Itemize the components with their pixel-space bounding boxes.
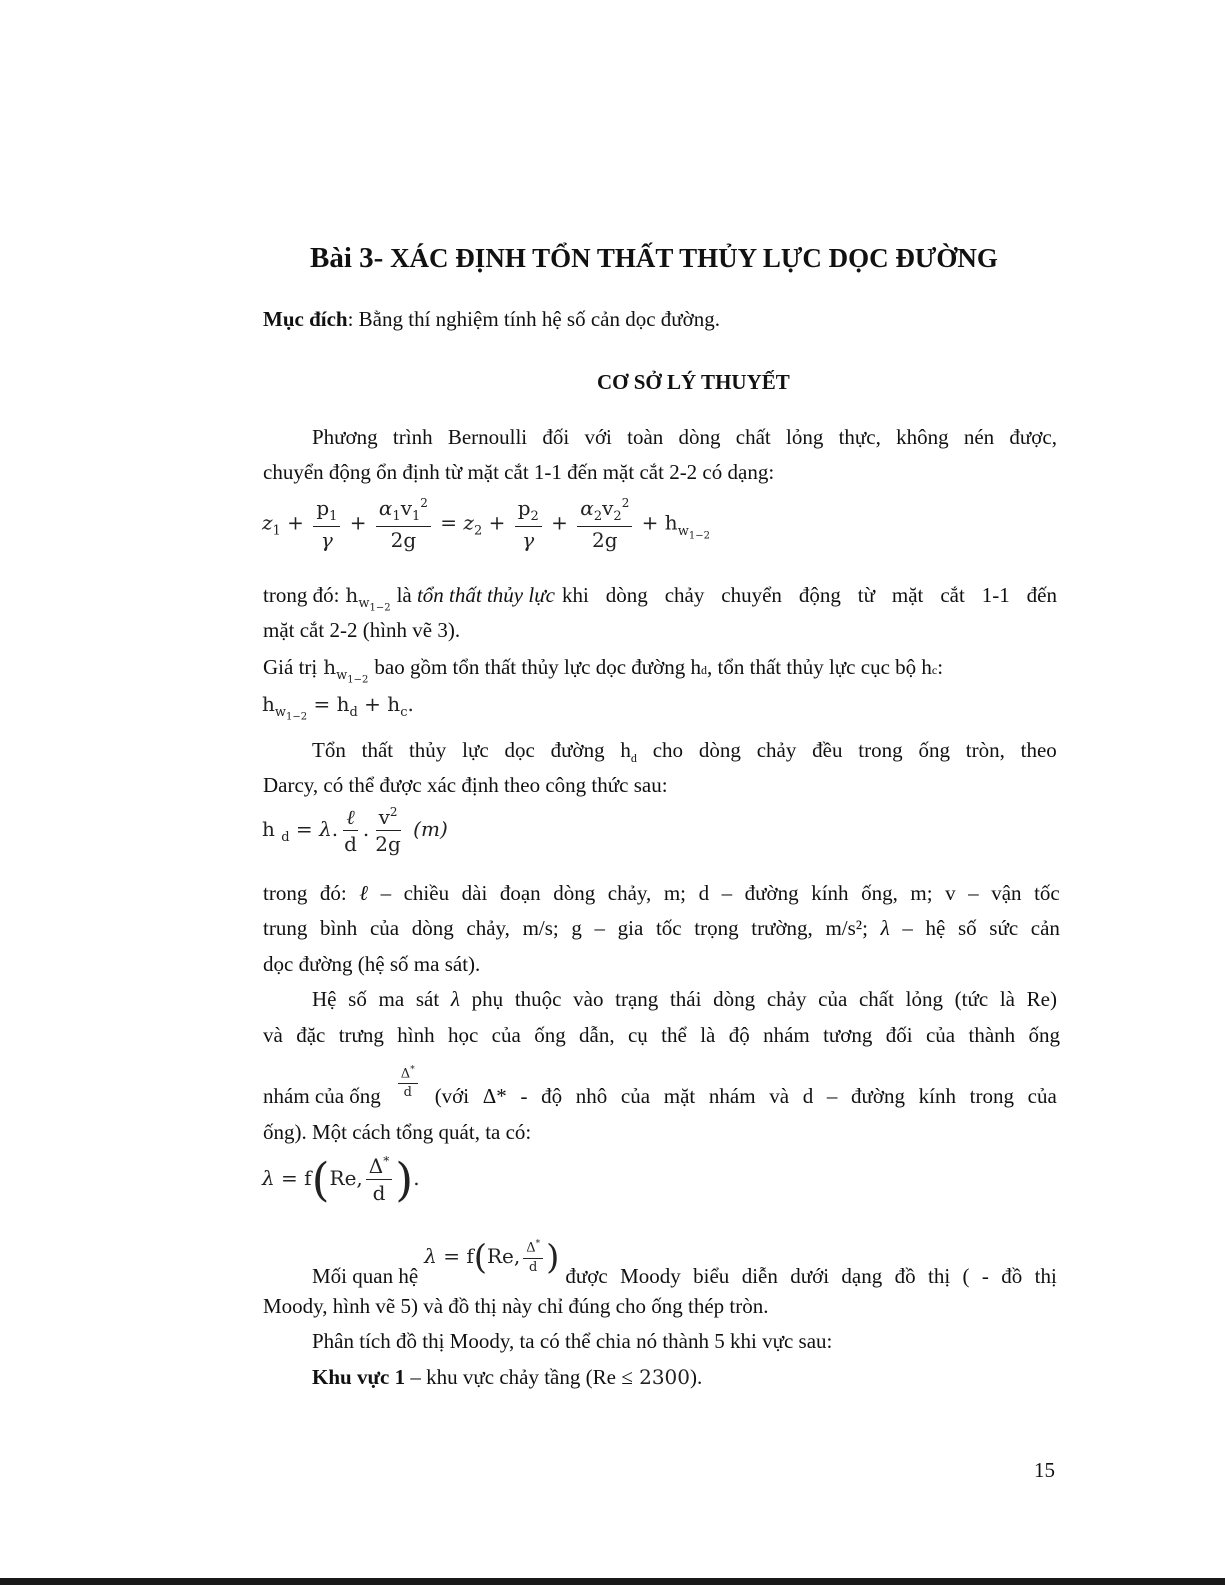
word: toàn [627, 425, 664, 449]
word: dẫn, [579, 1023, 615, 1047]
word: thị [928, 1264, 951, 1288]
paragraph-1-line-2: chuyển động ổn định từ mặt cắt 1-1 đến mặt cắt 2-2 có dạng: [263, 460, 775, 484]
word: là [999, 987, 1015, 1011]
hw-symbol-2: $h_{w_{1-2}}$ [323, 655, 369, 686]
paragraph-6-line-3 [263, 1059, 1057, 1107]
purpose-line [263, 309, 720, 330]
p3-text2: , tổn thất thủy lực cục bộ h [707, 655, 932, 679]
word: đối [542, 425, 570, 449]
word: (tức [954, 987, 989, 1011]
word: thực, [838, 425, 881, 449]
p3-sub-c: c [931, 663, 938, 677]
word: ống, [861, 881, 898, 905]
word: theo [1020, 738, 1057, 762]
paragraph-7-line-2: Moody, hình vẽ 5) và đồ thị này chỉ đúng cho ống thép tròn. [263, 1294, 769, 1318]
word: đồ [894, 1264, 916, 1288]
word: chảy [664, 583, 705, 607]
word: vận [991, 881, 1022, 905]
word: dạng [841, 1264, 883, 1288]
word: thất [361, 738, 394, 762]
paragraph-2-line-1 [263, 585, 1057, 614]
word: nhám [763, 1023, 810, 1047]
word: sát [415, 987, 440, 1011]
word: v [945, 881, 956, 905]
word: lực [462, 738, 489, 762]
word: chảy [756, 738, 797, 762]
word: kính [918, 1084, 956, 1108]
word: tốc [655, 916, 682, 940]
p3-sub-d: d [701, 663, 708, 677]
word: λ [880, 916, 890, 940]
word: được [565, 1264, 608, 1288]
title-rest: XÁC ĐỊNH TỔN THẤT THỦY LỰC DỌC ĐƯỜNG [383, 243, 998, 273]
word: chảy, [607, 881, 652, 905]
word: được, [1009, 425, 1057, 449]
region-1-text: – khu vực chảy tầng (Re [405, 1365, 622, 1389]
p6-line3-words [435, 1086, 1057, 1107]
word: ống [1028, 1023, 1060, 1047]
word: đó: [319, 881, 347, 905]
region-1-label: Khu vực 1 [312, 1365, 406, 1389]
paragraph-6-line-1 [312, 989, 1057, 1010]
word: của [925, 1023, 956, 1047]
word: dòng [678, 425, 721, 449]
purpose-text: : Bằng thí nghiệm tính hệ số cản dọc đường. [347, 307, 721, 331]
word: m/s²; [825, 916, 868, 940]
word: Δ* [482, 1084, 507, 1108]
word: đến [1026, 583, 1057, 607]
word: nhô [575, 1084, 608, 1108]
word: Re) [1026, 987, 1057, 1011]
region-1-end: ). [690, 1365, 703, 1389]
p3-text: bao gồm tổn thất thủy lực dọc đường h [374, 655, 702, 679]
word: ( [962, 1264, 970, 1288]
word: ống [918, 738, 950, 762]
word: $h_d$ [620, 738, 637, 766]
p2-mid: là [396, 583, 412, 607]
word: không [896, 425, 949, 449]
word: g [571, 916, 582, 940]
word: nén [963, 425, 995, 449]
word: là [700, 1023, 716, 1047]
page-bottom-border [0, 1578, 1225, 1585]
paragraph-7-line-1 [312, 1232, 1057, 1287]
word: dài [461, 881, 488, 905]
word: khi [562, 583, 589, 607]
word: tròn, [965, 738, 1005, 762]
word: λ [450, 987, 460, 1011]
word: – [594, 916, 606, 940]
word: phụ [471, 987, 504, 1011]
p7-lead: Mối quan hệ [312, 1264, 419, 1288]
paragraph-1-line-1 [312, 427, 1057, 448]
word: số [957, 916, 977, 940]
word: – [721, 881, 733, 905]
word: – [380, 881, 392, 905]
word: dòng [553, 881, 596, 905]
hw-symbol: $h_{w_{1-2}}$ [345, 583, 391, 614]
word: đối [885, 1023, 913, 1047]
paragraph-5-line-1 [263, 883, 1060, 904]
title-lead: Bài 3- [310, 242, 384, 274]
word: thể [661, 1023, 687, 1047]
lambda-function-equation: λ = f(Re, $\frac{\Delta^*}{d}$ ). [262, 1152, 420, 1207]
paragraph-4-line-2: Darcy, có thể được xác định theo công thức sau: [263, 773, 668, 797]
word: diễn [741, 1264, 778, 1288]
word: dưới [790, 1264, 830, 1288]
word: tốc [1034, 881, 1060, 905]
word: trong [858, 738, 903, 762]
darcy-equation: h $_d$ = λ. $\frac{\text{ℓ}}{d}$ . $\frac{v^2}{2g}$ (m) [262, 805, 448, 856]
word: và [263, 1023, 283, 1047]
word: ℓ [359, 881, 369, 905]
word: m; [663, 881, 687, 905]
word: thủy [408, 738, 447, 762]
word: vào [573, 987, 604, 1011]
word: chảy [766, 987, 807, 1011]
word: tương [823, 1023, 873, 1047]
word: ma [378, 987, 405, 1011]
word: Hệ [312, 987, 337, 1011]
loss-sum-equation: $h_{w_{1-2}} = h_d + h_c$. [262, 692, 414, 723]
word: bình [319, 916, 358, 940]
word: trạng [615, 987, 659, 1011]
word: chất [858, 987, 894, 1011]
word: động [798, 583, 841, 607]
word: d [698, 881, 710, 905]
word: gia [617, 916, 644, 940]
paragraph-6-line-2 [263, 1025, 1060, 1046]
page-title [310, 242, 998, 275]
word: lỏng [785, 425, 824, 449]
word: – [902, 916, 913, 940]
p3-lead: Giá trị [263, 655, 318, 679]
word: chảy, [466, 916, 510, 940]
word: dòng [698, 738, 741, 762]
lambda-inline-equation: λ = f(Re, $\frac{\Delta^*}{d}$ ) [424, 1237, 560, 1278]
relative-roughness-fraction: $\frac{\Delta^*}{d}$ [395, 1066, 421, 1101]
word: chất [735, 425, 771, 449]
word: Bernoulli [447, 425, 528, 449]
word: của [1027, 1084, 1057, 1108]
word: kính [811, 881, 849, 905]
bernoulli-equation: $z_1$ + $\frac{p_1}{\gamma}$ + $\frac{\alpha_1v_1^2}{2g}$ = $z_2$ + $\frac{p_2}{\gamma}$ + $\frac{\alpha_2v_2^2}{2g}$ + $h_{w_{1-2}}$ [262, 496, 710, 553]
p2-lead: trong đó: [263, 583, 340, 607]
word: hệ [925, 916, 946, 940]
paragraph-5-line-2 [263, 918, 1060, 939]
word: cụ [627, 1023, 648, 1047]
paragraph-2-line-2: mặt cắt 2-2 (hình vẽ 3). [263, 618, 461, 642]
word: trường, [751, 916, 813, 940]
word: biểu [693, 1264, 730, 1288]
word: sức [989, 916, 1019, 940]
purpose-label: Mục đích [263, 307, 348, 331]
word: hình [397, 1023, 435, 1047]
word: m; [910, 881, 933, 905]
word: đường [550, 738, 605, 762]
word: của [620, 1084, 651, 1108]
word: của [369, 916, 400, 940]
word: thái [669, 987, 702, 1011]
word: (với [434, 1084, 470, 1108]
word: của [818, 987, 848, 1011]
word: đoạn [499, 881, 541, 905]
word: d [802, 1084, 814, 1108]
word: trưng [338, 1023, 384, 1047]
word: số [348, 987, 367, 1011]
word: dòng [713, 987, 756, 1011]
word: học [447, 1023, 479, 1047]
word: độ [728, 1023, 750, 1047]
word: thị [1034, 1264, 1057, 1288]
p2-tail [562, 585, 1057, 606]
paragraph-9 [312, 1367, 702, 1388]
word: trung [263, 916, 308, 940]
word: Tổn [312, 738, 346, 762]
word: cản [1030, 916, 1060, 940]
word: thuộc [514, 987, 562, 1011]
paragraph-4-line-1 [312, 740, 1057, 764]
word: của [491, 1023, 521, 1047]
word: đường [851, 1084, 905, 1108]
word: đặc [296, 1023, 326, 1047]
word: dòng [605, 583, 648, 607]
paragraph-5-line-3: dọc đường (hệ số ma sát). [263, 952, 481, 976]
word: với [584, 425, 612, 449]
word: chuyển [721, 583, 782, 607]
word: dọc [504, 738, 535, 762]
word: Phương [312, 425, 378, 449]
p6-line3-lead: nhám của ống [263, 1084, 381, 1108]
word: cho [652, 738, 684, 762]
word: trọng [694, 916, 739, 940]
p7-words [565, 1266, 1057, 1287]
re-threshold: 2300 [632, 1365, 690, 1389]
p2-italic: tổn thất thủy lực [416, 583, 555, 607]
word: cắt [940, 583, 965, 607]
word: đường [744, 881, 799, 905]
p3-end: : [937, 655, 944, 679]
word: - [520, 1084, 528, 1108]
word: – [968, 881, 979, 905]
word: – [826, 1084, 838, 1108]
word: - [981, 1264, 989, 1288]
word: Moody [620, 1264, 681, 1288]
word: đều [812, 738, 843, 762]
word: mặt [891, 583, 924, 607]
word: 1-1 [981, 583, 1010, 607]
word: mặt [663, 1084, 696, 1108]
word: nhám [708, 1084, 756, 1108]
word: lỏng [905, 987, 943, 1011]
word: trong [969, 1084, 1014, 1108]
word: trong [263, 881, 308, 905]
word: đồ [1001, 1264, 1023, 1288]
le-symbol: ≤ [621, 1365, 633, 1389]
word: độ [541, 1084, 563, 1108]
paragraph-8: Phân tích đồ thị Moody, ta có thể chia nó thành 5 khi vực sau: [312, 1329, 833, 1353]
word: dòng [411, 916, 454, 940]
section-heading: CƠ SỞ LÝ THUYẾT [597, 370, 790, 394]
paragraph-3-line-1 [263, 657, 943, 686]
word: từ [857, 583, 875, 607]
word: m/s; [522, 916, 559, 940]
word: thành [968, 1023, 1016, 1047]
word: và [769, 1084, 790, 1108]
paragraph-6-line-4: ống). Một cách tổng quát, ta có: [263, 1120, 532, 1144]
page-number: 15 [1034, 1458, 1055, 1482]
word: chiều [403, 881, 450, 905]
word: ống [534, 1023, 566, 1047]
word: trình [392, 425, 433, 449]
